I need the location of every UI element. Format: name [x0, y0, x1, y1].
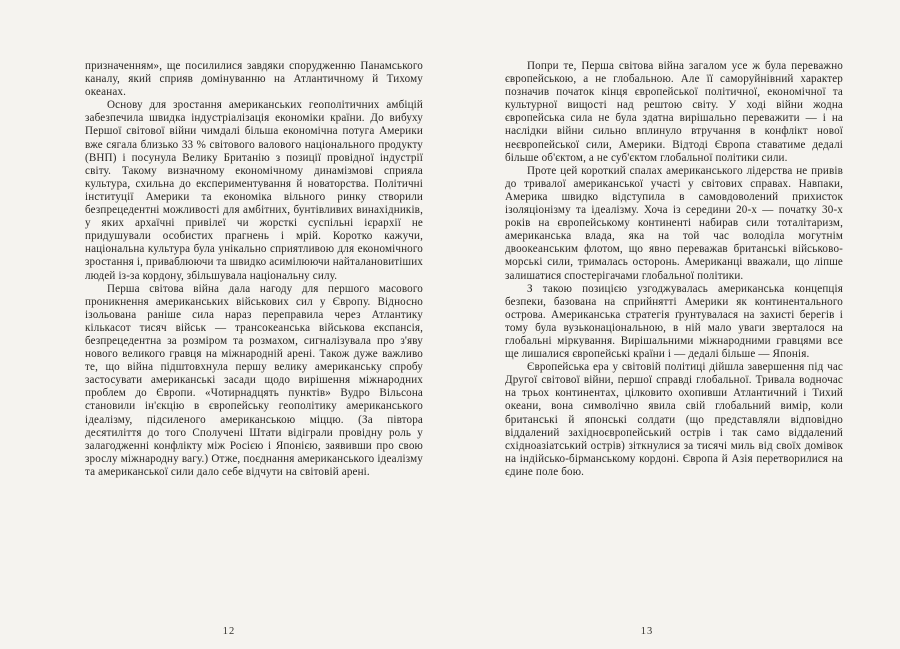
paragraph: З такою позицією узгоджувалась американська концепція безпеки, базована на сприйнятті Америки як континентального острова. Американська стратегія ґрунтувалася на захисті берегів і тому була вузьконаціональною, в ній мало уваги зверталося на глобальні міркування. Вирішальними міжнародними гравцями все ще лишалися європейські країни і — дедалі більше — Японія.: [505, 282, 843, 361]
page-number-left: 12: [222, 626, 236, 637]
page-number-right: 13: [640, 626, 654, 637]
paragraph: Основу для зростання американських геополітичних амбіцій забезпечила швидка індустріалізація економіки країни. До вибуху Першої світової війни чимдалі більша економічна потуга Америки вже сягала близько 33 % світового валового національного продукту (ВНП) і посунула Велику Британію з позиції провідної індустрії світу. Такому визначному економічному динамізмові сприяла культура, схильна до експериментування й новаторства. Політичні інституції Америки та економіка вільного ринку створили безпрецедентні можливості для амбітних, бунтівливих винахідників, у яких архаїчні привілеї чи жорсткі суспільні ієрархії не придушували особистих прагнень і мрій. Коротко кажучи, національна культура була унікально сприятливою для економічного зростання і, приваблюючи та швидко асимілюючи найталановитіших людей із-за кордону, збільшувала національну силу.: [85, 99, 423, 282]
page-left-text-block: [85, 60, 423, 622]
paragraph: призначенням», ще посилилися завдяки спорудженню Панамського каналу, який сприяв домінуванню на Атлантичному й Тихому океанах.: [85, 60, 423, 99]
paragraph: Попри те, Перша світова війна загалом усе ж була переважно європейською, а не глобальною. Але її саморуйнівний характер позначив початок кінця європейської політичної, економічної та культурної вищості над рештою світу. У ході війни жодна європейська сила не була здатна вирішально переважити — і на наслідки війни сильно вплинуло втручання в конфлікт нової неєвропейської сили, Америки. Відтоді Європа ставатиме дедалі більше об'єктом, а не суб'єктом глобальної політики сили.: [505, 60, 843, 164]
paragraph: Європейська ера у світовій політиці дійшла завершення під час Другої світової війни, першої справді глобальної. Тривала водночас на трьох континентах, цілковито охопивши Атлантичний і Тихий океани, вона символічно явила свій глобальний вимір, коли британські й японські солдати (що представляли відповідно віддалений західноєвропейський острів і так само віддалений східноазіатський острів) зіткнулися за тисячі миль від своїх домівок на індійсько-бірманському кордоні. Європа й Азія перетворилися на єдине поле бою.: [505, 361, 843, 478]
paragraph: Проте цей короткий спалах американського лідерства не привів до тривалої американської участі у світових справах. Навпаки, Америка швидко відступила в самовдоволений прихисток ізоляціонізму та ідеалізму. Хоча із середини 20-х — початку 30-х років на європейському континенті набирав сили тоталітаризм, американська влада, яка на той час володіла могутнім двоокеанським флотом, що явно переважав британські військово-морські сили, трималась осторонь. Американці вважали, що ліпше залишатися спостерігачами глобальної політики.: [505, 164, 843, 282]
page-right-text-block: [505, 60, 843, 622]
paragraph: Перша світова війна дала нагоду для першого масового проникнення американських військових сил у Європу. Відносно ізольована раніше сила нараз переправила через Атлантику кількасот тисяч військ — трансокеанська військова експансія, безпрецедентна за розміром та розмахом, сигналізувала про з'яву нового великого гравця на міжнародній арені. Також дуже важливо те, що війна підштовхнула першу велику американську спробу застосувати американські засади щодо вирішення міжнародних проблем до Європи. «Чотирнадцять пунктів» Вудро Вільсона становили ін'єкцію в європейську геополітику американського ідеалізму, підсиленого американською міццю. (За півтора десятиліття до того Сполучені Штати відіграли провідну роль у залагодженні конфлікту між Росією і Японією, заявивши про свою зрослу міжнародну вагу.) Отже, поєднання американського ідеалізму та американської сили дало себе відчути на світовій арені.: [85, 282, 423, 478]
